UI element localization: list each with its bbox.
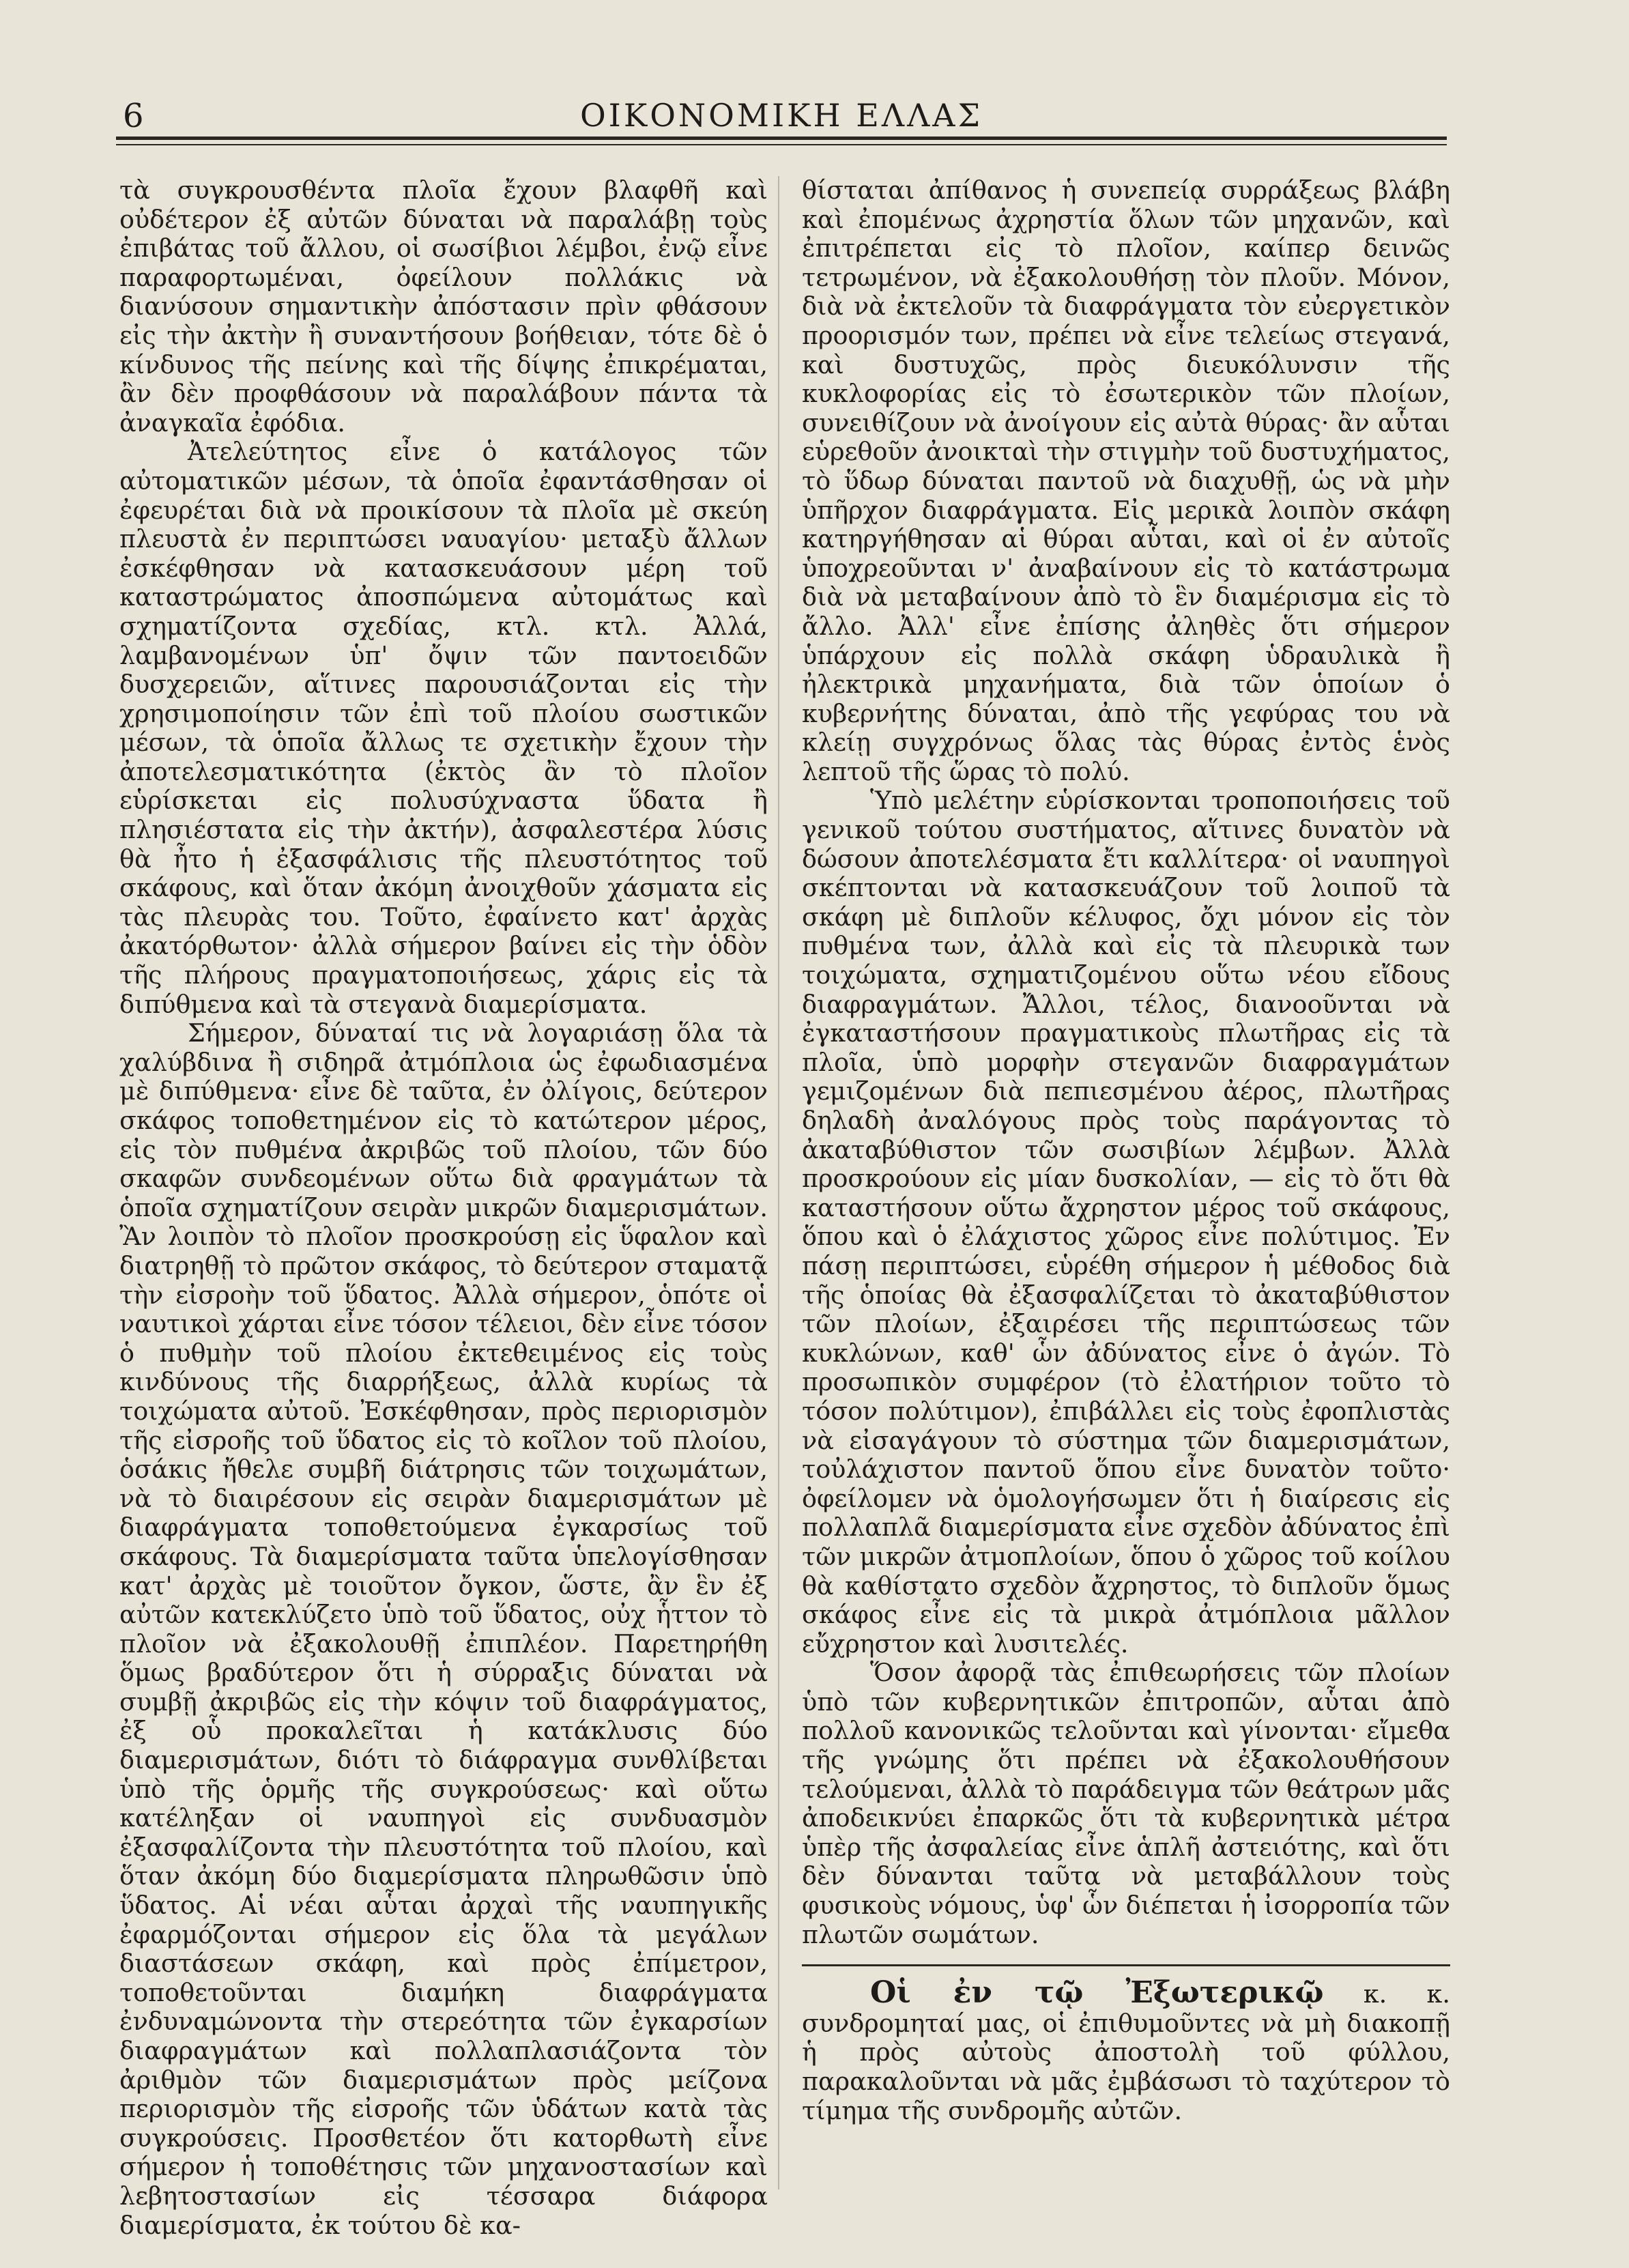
- right-paragraph-1: θίσταται ἀπίθανος ἡ συνεπείᾳ συρράξεως βλάβη καὶ ἐπομένως ἀχρηστία ὅλων τῶν μηχανῶν, καὶ ἐπιτρέπεται εἰς τὸ πλοῖον, καίπερ δεινῶς τετρωμένον, νὰ ἐξακολουθήσῃ τὸν πλοῦν. Μόνον, διὰ νὰ ἐκτελοῦν τὰ διαφράγματα τὸν εὐεργετικὸν προορισμόν των, πρέπει νὰ εἶνε τελείως στεγανά, καὶ δυστυχῶς, πρὸς διευκόλυνσιν τῆς κυκλοφορίας εἰς τὸ ἐσωτερικὸν τῶν πλοίων, συνειθίζουν νὰ ἀνοίγουν εἰς αὐτὰ θύρας· ἂν αὗται εὑρεθοῦν ἀνοικταὶ τὴν στιγμὴν τοῦ δυστυχήματος, τὸ ὕδωρ δύναται παντοῦ νὰ διαχυθῇ, ὡς νὰ μὴν ὑπῆρχον διαφράγματα. Εἰς μερικὰ λοιπὸν σκάφη κατηργήθησαν αἱ θύραι αὗται, καὶ οἱ ἐν αὐτοῖς ὑποχρεοῦνται ν' ἀναβαίνουν εἰς τὸ κατάστρωμα διὰ νὰ μεταβαίνουν ἀπὸ τὸ ἓν διαμέρισμα εἰς τὸ ἄλλο. Ἀλλ' εἶνε ἐπίσης ἀληθὲς ὅτι σήμερον ὑπάρχουν εἰς πολλὰ σκάφη ὑδραυλικὰ ἢ ἠλεκτρικὰ μηχανήματα, διὰ τῶν ὁποίων ὁ κυβερνήτης δύναται, ἀπὸ τῆς γεφύρας του νὰ κλείῃ συγχρόνως ὅλας τὰς θύρας ἐντὸς ἑνὸς λεπτοῦ τῆς ὥρας τὸ πολύ.: [802, 175, 1450, 786]
- left-paragraph-1: τὰ συγκρουσθέντα πλοῖα ἔχουν βλαφθῆ καὶ οὐδέτερον ἐξ αὐτῶν δύναται νὰ παραλάβῃ τοὺς ἐπιβάτας τοῦ ἄλλου, οἱ σωσίβιοι λέμβοι, ἐνῷ εἶνε παραφορτωμέναι, ὀφείλουν πολλάκις νὰ διανύσουν σημαντικὴν ἀπόστασιν πρὶν φθάσουν εἰς τὴν ἀκτὴν ἢ συναντήσουν βοήθειαν, τότε δὲ ὁ κίνδυνος τῆς πείνης καὶ τῆς δίψης ἐπικρέμαται, ἂν δὲν προφθάσουν νὰ παραλάβουν πάντα τὰ ἀναγκαῖα ἐφόδια.: [119, 175, 768, 437]
- left-paragraph-3: Σήμερον, δύναταί τις νὰ λογαριάσῃ ὅλα τὰ χαλύβδινα ἢ σιδηρᾶ ἀτμόπλοια ὡς ἐφωδιασμένα μὲ διπύθμενα· εἶνε δὲ ταῦτα, ἐν ὀλίγοις, δεύτερον σκάφος τοποθετημένον εἰς τὸ κατώτερον μέρος, εἰς τὸν πυθμένα ἀκριβῶς τοῦ πλοίου, τῶν δύο σκαφῶν συνδεομένων οὕτω διὰ φραγμάτων τὰ ὁποῖα σχηματίζουν σειρὰν μικρῶν διαμερισμάτων. Ἂν λοιπὸν τὸ πλοῖον προσκρούσῃ εἰς ὕφαλον καὶ διατρηθῇ τὸ πρῶτον σκάφος, τὸ δεύτερον σταματᾷ τὴν εἰσροὴν τοῦ ὕδατος. Ἀλλὰ σήμερον, ὁπότε οἱ ναυτικοὶ χάρται εἶνε τόσον τέλειοι, δὲν εἶνε τόσον ὁ πυθμὴν τοῦ πλοίου ἐκτεθειμένος εἰς τοὺς κινδύνους τῆς διαρρήξεως, ἀλλὰ κυρίως τὰ τοιχώματα αὐτοῦ. Ἐσκέφθησαν, πρὸς περιορισμὸν τῆς εἰσροῆς τοῦ ὕδατος εἰς τὸ κοῖλον τοῦ πλοίου, ὁσάκις ἤθελε συμβῆ διάτρησις τῶν τοιχωμάτων, νὰ τὸ διαιρέσουν εἰς σειρὰν διαμερισμάτων μὲ διαφράγματα τοποθετούμενα ἐγκαρσίως τοῦ σκάφους. Τὰ διαμερίσματα ταῦτα ὑπελογίσθησαν κατ' ἀρχὰς μὲ τοιοῦτον ὄγκον, ὥστε, ἂν ἓν ἐξ αὐτῶν κατεκλύζετο ὑπὸ τοῦ ὕδατος, οὐχ ἧττον τὸ πλοῖον νὰ ἐξακολουθῇ ἐπιπλέον. Παρετηρήθη ὅμως βραδύτερον ὅτι ἡ σύρραξις δύναται νὰ συμβῇ ἀκριβῶς εἰς τὴν κόψιν τοῦ διαφράγματος, ἐξ οὗ προκαλεῖται ἡ κατάκλυσις δύο διαμερισμάτων, διότι τὸ διάφραγμα συνθλίβεται ὑπὸ τῆς ὁρμῆς τῆς συγκρούσεως· καὶ οὕτω κατέληξαν οἱ ναυπηγοὶ εἰς συνδυασμὸν ἐξασφαλίζοντα τὴν πλευστότητα τοῦ πλοίου, καὶ ὅταν ἀκόμη δύο διαμερίσματα πληρωθῶσιν ὑπὸ ὕδατος. Αἱ νέαι αὗται ἀρχαὶ τῆς ναυπηγικῆς ἐφαρμόζονται σήμερον εἰς ὅλα τὰ μεγάλων διαστάσεων σκάφη, καὶ πρὸς ἐπίμετρον, τοποθετοῦνται διαμήκη διαφράγματα ἐνδυναμώνοντα τὴν στερεότητα τῶν ἐγκαρσίων διαφραγμάτων καὶ πολλαπλασιάζοντα τὸν ἀριθμὸν τῶν διαμερισμάτων πρὸς μείζονα περιορισμὸν τῆς εἰσροῆς τῶν ὑδάτων κατὰ τὰς συγκρούσεις. Προσθετέον ὅτι κατορθωτὴ εἶνε σήμερον ἡ τοποθέτησις τῶν μηχανοστασίων καὶ λεβητοστασίων εἰς τέσσαρα διάφορα διαμερίσματα, ἐκ τούτου δὲ κα-: [119, 1018, 768, 2240]
- left-column: [119, 176, 768, 2240]
- subscriber-notice: [802, 1975, 1450, 2125]
- running-title: ΟΙΚΟΝΟΜΙΚΗ ΕΛΛΑΣ: [579, 97, 983, 134]
- page-header: [116, 87, 1447, 135]
- notice-lead: Οἱ ἐν τῷ Ἐξωτερικῷ: [870, 1975, 1324, 2011]
- column-divider: [778, 176, 779, 2190]
- header-rule-thin: [116, 144, 1447, 145]
- right-column: [802, 176, 1450, 2125]
- right-paragraph-2: Ὑπὸ μελέτην εὑρίσκονται τροποποιήσεις τοῦ γενικοῦ τούτου συστήματος, αἵτινες δυνατὸν νὰ δώσουν ἀποτελέσματα ἔτι καλλίτερα· οἱ ναυπηγοὶ σκέπτονται νὰ κατασκευάζουν τοῦ λοιποῦ τὰ σκάφη μὲ διπλοῦν κέλυφος, ὄχι μόνον εἰς τὸν πυθμένα των, ἀλλὰ καὶ εἰς τὰ πλευρικὰ των τοιχώματα, σχηματιζομένου οὕτω νέου εἴδους διαφραγμάτων. Ἄλλοι, τέλος, διανοοῦνται νὰ ἐγκαταστήσουν πραγματικοὺς πλωτῆρας εἰς τὰ πλοῖα, ὑπὸ μορφὴν στεγανῶν διαφραγμάτων γεμιζομένων διὰ πεπιεσμένου ἀέρος, πλωτῆρας δηλαδὴ ἀναλόγους πρὸς τοὺς παράγοντας τὸ ἀκαταβύθιστον τῶν σωσιβίων λέμβων. Ἀλλὰ προσκρούουν εἰς μίαν δυσκολίαν, — εἰς τὸ ὅτι θὰ καταστήσουν οὕτω ἄχρηστον μέρος τοῦ σκάφους, ὅπου καὶ ὁ ἐλάχιστος χῶρος εἶνε πολύτιμος. Ἐν πάσῃ περιπτώσει, εὑρέθη σήμερον ἡ μέθοδος διὰ τῆς ὁποίας θὰ ἐξασφαλίζεται τὸ ἀκαταβύθιστον τῶν πλοίων, ἐξαιρέσει τῆς περιπτώσεως τῶν κυκλώνων, καθ' ὧν ἀδύνατος εἶνε ὁ ἀγών. Τὸ προσωπικὸν συμφέρον (τὸ ἐλατήριον τοῦτο τὸ τόσον πολύτιμον), ἐπιβάλλει εἰς τοὺς ἐφοπλιστὰς νὰ εἰσαγάγουν τὸ σύστημα τῶν διαμερισμάτων, τοὐλάχιστον παντοῦ ὅπου εἶνε δυνατὸν τοῦτο· ὀφείλομεν νὰ ὁμολογήσωμεν ὅτι ἡ διαίρεσις εἰς πολλαπλᾶ διαμερίσματα εἶνε σχεδὸν ἀδύνατος ἐπὶ τῶν μικρῶν ἀτμοπλοίων, ὅπου ὁ χῶρος τοῦ κοίλου θὰ καθίστατο σχεδὸν ἄχρηστος, τὸ διπλοῦν ὅμως σκάφος εἶνε εἰς τὰ μικρὰ ἀτμόπλοια μᾶλλον εὔχρηστον καὶ λυσιτελές.: [802, 786, 1450, 1659]
- notice-text: κ. κ. συνδρομηταί μας, οἱ ἐπιθυμοῦντες νὰ μὴ διακοπῇ ἡ πρὸς αὐτοὺς ἀποστολὴ τοῦ φύλλου, παρακαλοῦνται νὰ μᾶς ἐμβάσωσι τὸ ταχύτερον τὸ τίμημα τῆς συνδρομῆς αὐτῶν.: [802, 1979, 1450, 2125]
- left-paragraph-2: Ἀτελεύτητος εἶνε ὁ κατάλογος τῶν αὐτοματικῶν μέσων, τὰ ὁποῖα ἐφαντάσθησαν οἱ ἐφευρέται διὰ νὰ προικίσουν τὰ πλοῖα μὲ σκεύη πλευστὰ ἐν περιπτώσει ναυαγίου· μεταξὺ ἄλλων ἐσκέφθησαν νὰ κατασκευάσουν μέρη τοῦ καταστρώματος ἀποσπώμενα αὐτομάτως καὶ σχηματίζοντα σχεδίας, κτλ. κτλ. Ἀλλά, λαμβανομένων ὑπ' ὄψιν τῶν παντοειδῶν δυσχερειῶν, αἵτινες παρουσιάζονται εἰς τὴν χρησιμοποίησιν τῶν ἐπὶ τοῦ πλοίου σωστικῶν μέσων, τὰ ὁποῖα ἄλλως τε σχετικὴν ἔχουν τὴν ἀποτελεσματικότητα (ἐκτὸς ἂν τὸ πλοῖον εὑρίσκεται εἰς πολυσύχναστα ὕδατα ἢ πλησιέστατα εἰς τὴν ἀκτήν), ἀσφαλεστέρα λύσις θὰ ἦτο ἡ ἐξασφάλισις τῆς πλευστότητος τοῦ σκάφους, καὶ ὅταν ἀκόμη ἀνοιχθοῦν χάσματα εἰς τὰς πλευρὰς του. Τοῦτο, ἐφαίνετο κατ' ἀρχὰς ἀκατόρθωτον· ἀλλὰ σήμερον βαίνει εἰς τὴν ὁδὸν τῆς πλήρους πραγματοποιήσεως, χάρις εἰς τὰ διπύθμενα καὶ τὰ στεγανὰ διαμερίσματα.: [119, 437, 768, 1019]
- right-paragraph-3: Ὅσον ἀφορᾷ τὰς ἐπιθεωρήσεις τῶν πλοίων ὑπὸ τῶν κυβερνητικῶν ἐπιτροπῶν, αὗται ἀπὸ πολλοῦ κανονικῶς τελοῦνται καὶ γίνονται· εἴμεθα τῆς γνώμης ὅτι πρέπει νὰ ἐξακολουθήσουν τελούμεναι, ἀλλὰ τὸ παράδειγμα τῶν θεάτρων μᾶς ἀποδεικνύει ἐπαρκῶς ὅτι τὰ κυβερνητικὰ μέτρα ὑπὲρ τῆς ἀσφαλείας εἶνε ἁπλῆ ἀστειότης, καὶ ὅτι δὲν δύνανται ταῦτα νὰ μεταβάλλουν τοὺς φυσικοὺς νόμους, ὑφ' ὧν διέπεται ἡ ἰσορροπία τῶν πλωτῶν σωμάτων.: [802, 1658, 1450, 1949]
- page-number: 6: [123, 97, 145, 135]
- header-rule-thick: [116, 137, 1447, 140]
- notice-rule: [802, 1964, 1450, 1966]
